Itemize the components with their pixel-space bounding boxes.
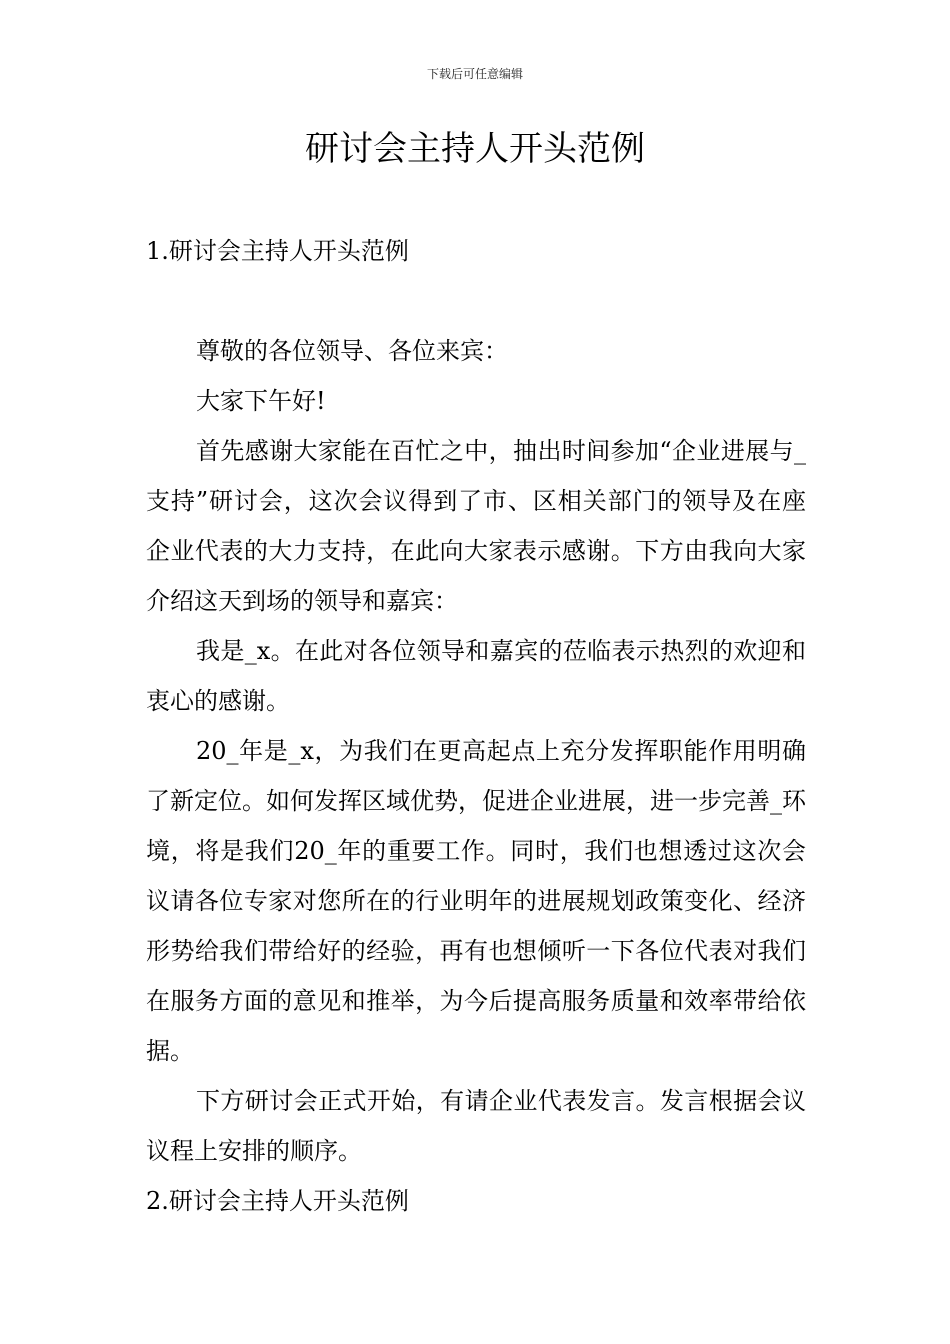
greeting: 大家下午好!	[196, 387, 326, 415]
document-title: 研讨会主持人开头范例	[305, 129, 645, 169]
paragraph-goals: 20_年是_x，为我们在更高起点上充分发挥职能作用明确了新定位。如何发挥区域优势，促进企业进展，进一步完善_环境，将是我们20_年的重要工作。同时，我们也想透过这次会议请各位专家对您所在的行业明年的进展规划政策变化、经济形势给我们带给好的经验，再有也想倾听一下各位代表对我们在服务方面的意见和推举，为今后提高服务质量和效率带给依据。	[146, 737, 806, 1065]
section-heading-2: 2.研讨会主持人开头范例	[146, 1187, 409, 1215]
document-body	[146, 226, 806, 1226]
section-heading-1: 1.研讨会主持人开头范例	[146, 237, 409, 265]
paragraph-self-intro: 我是_x。在此对各位领导和嘉宾的莅临表示热烈的欢迎和衷心的感谢。	[146, 637, 806, 715]
paragraph-thanks: 首先感谢大家能在百忙之中，抽出时间参加“企业进展与_支持”研讨会，这次会议得到了市、区相关部门的领导及在座企业代表的大力支持，在此向大家表示感谢。下方由我向大家介绍这天到场的领导和嘉宾：	[146, 437, 806, 615]
salutation: 尊敬的各位领导、各位来宾：	[196, 337, 508, 365]
header-note: 下载后可任意编辑	[426, 67, 523, 81]
paragraph-start: 下方研讨会正式开始，有请企业代表发言。发言根据会议议程上安排的顺序。	[146, 1087, 806, 1165]
